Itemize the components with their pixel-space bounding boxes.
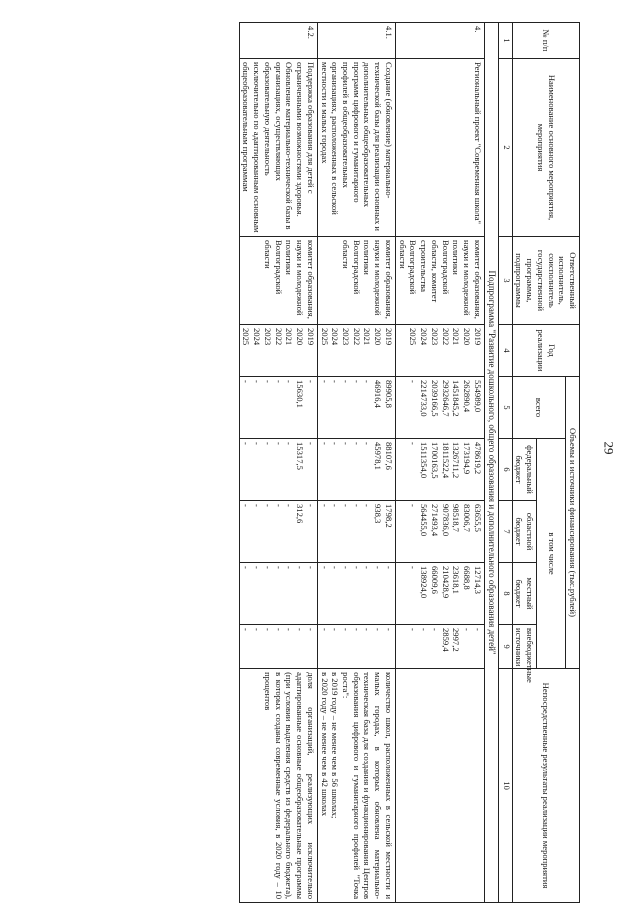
- row-executor: комитет образования, науки и молодежной политики Волгоградской области: [239, 237, 317, 325]
- colnum: 1: [499, 23, 513, 59]
- colnum: 7: [499, 501, 513, 563]
- header-federal: федеральный бюджет: [512, 439, 536, 501]
- row-name: Региональный проект "Современная школа": [395, 59, 484, 237]
- row-years: 2019 2020 2021 2022 2023 2024 2025: [317, 325, 395, 377]
- row-name: Поддержка образования для детей с ограниченными возможностями здоровья. Обновление материально-технической базы в организациях, осуществляющих образовательную деятельность исключительно по адаптированным основным общеобразовательным программам: [239, 59, 317, 237]
- row-number: 4.1.: [317, 23, 395, 59]
- row-years: 2019 2020 2021 2022 2023 2024 2025: [239, 325, 317, 377]
- row-executor: комитет образования, науки и молодежной политики Волгоградской области, комитет строительства Волгоградской области: [395, 237, 484, 325]
- header-total: всего: [512, 377, 566, 439]
- row-federal: - 15317,5 - - - - -: [239, 439, 317, 501]
- header-year: Год реализации: [512, 325, 579, 377]
- column-number-row: [499, 23, 513, 903]
- table-row: [395, 23, 484, 903]
- colnum: 6: [499, 439, 513, 501]
- row-extra: - - 2997,2 2859,4 - - -: [395, 625, 484, 669]
- colnum: 9: [499, 625, 513, 669]
- colnum: 8: [499, 563, 513, 625]
- row-result: [395, 669, 484, 903]
- row-years: 2019 2020 2021 2022 2023 2024 2025: [395, 325, 484, 377]
- colnum: 3: [499, 237, 513, 325]
- colnum: 4: [499, 325, 513, 377]
- row-local: 12714,3 6688,8 23618,1 210428,9 66009,6 138924,0 -: [395, 563, 484, 625]
- row-total: 554989,0 262890,4 1451845,2 2932646,7 2039166,5 2214733,0 -: [395, 377, 484, 439]
- row-regional: 63655,5 83006,7 98518,7 907836,0 271493,4 564455,0 -: [395, 501, 484, 563]
- row-extra: - - - - - - -: [317, 625, 395, 669]
- table-row: [317, 23, 395, 903]
- colnum: 2: [499, 59, 513, 237]
- row-number: 4.: [395, 23, 484, 59]
- funding-table: [239, 22, 580, 903]
- header-num: № п/п: [512, 23, 579, 59]
- colnum: 10: [499, 669, 513, 903]
- row-total: - 15630,1 - - - - -: [239, 377, 317, 439]
- row-total: 89905,8 46916,4 - - - - -: [317, 377, 395, 439]
- row-local: - - - - - - -: [317, 563, 395, 625]
- row-local: - - - - - - -: [239, 563, 317, 625]
- header-local: местный бюджет: [512, 563, 536, 625]
- row-name: Создание (обновление) материально-технической базы для реализации основных и дополнительных общеобразовательных программ цифрового и гуманитарного профилей в общеобразовательных организациях, расположенных в сельской местности и малых городах: [317, 59, 395, 237]
- header-funding: Объемы и источники финансирования (тыс.рублей): [566, 377, 580, 669]
- page-number: 29: [601, 441, 617, 455]
- header-including: в том числе: [537, 439, 566, 669]
- subprogram-title: Подпрограмма "Развитие дошкольного, общего образования и дополнительного образования детей": [484, 23, 498, 903]
- row-federal: 88107,6 45978,1 - - - - -: [317, 439, 395, 501]
- header-extra: внебюджетные источники: [512, 625, 536, 669]
- header-executor: Ответственный исполнитель, соисполнитель государственной программы, подпрограммы: [512, 237, 579, 325]
- row-regional: - 312,6 - - - - -: [239, 501, 317, 563]
- table-row: [239, 23, 317, 903]
- row-executor: комитет образования, науки и молодежной политики Волгоградской области: [317, 237, 395, 325]
- row-regional: 1798,2 938,3 - - - - -: [317, 501, 395, 563]
- row-result: количество школ, расположенных в сельской местности и малых городах, в которых обновлена материально-техническая база для создания и функционирования Центров образования цифрового и гуманитарного профилей "Точка роста": в 2019 году – не менее чем в 56 школах; в 2020 году – не менее чем в 42 школах: [317, 669, 395, 903]
- subprogram-row: [484, 23, 498, 903]
- rotated-table-page: [20, 22, 580, 902]
- row-federal: 478619,2 173194,9 1326711,2 1811522,4 1700163,5 1511354,0 -: [395, 439, 484, 501]
- row-number: 4.2.: [239, 23, 317, 59]
- row-result: доля организаций, реализующих исключительно адаптированные основные общеобразовательные программы (при условии выделения средств из федерального бюджета), в которых созданы современные условия, в 2020 году – 10 процентов: [239, 669, 317, 903]
- header-name: Наименование основного мероприятия, мероприятия: [512, 59, 579, 237]
- row-extra: - - - - - - -: [239, 625, 317, 669]
- header-results: Непосредственные результаты реализации мероприятия: [512, 669, 579, 903]
- header-regional: областной бюджет: [512, 501, 536, 563]
- colnum: 5: [499, 377, 513, 439]
